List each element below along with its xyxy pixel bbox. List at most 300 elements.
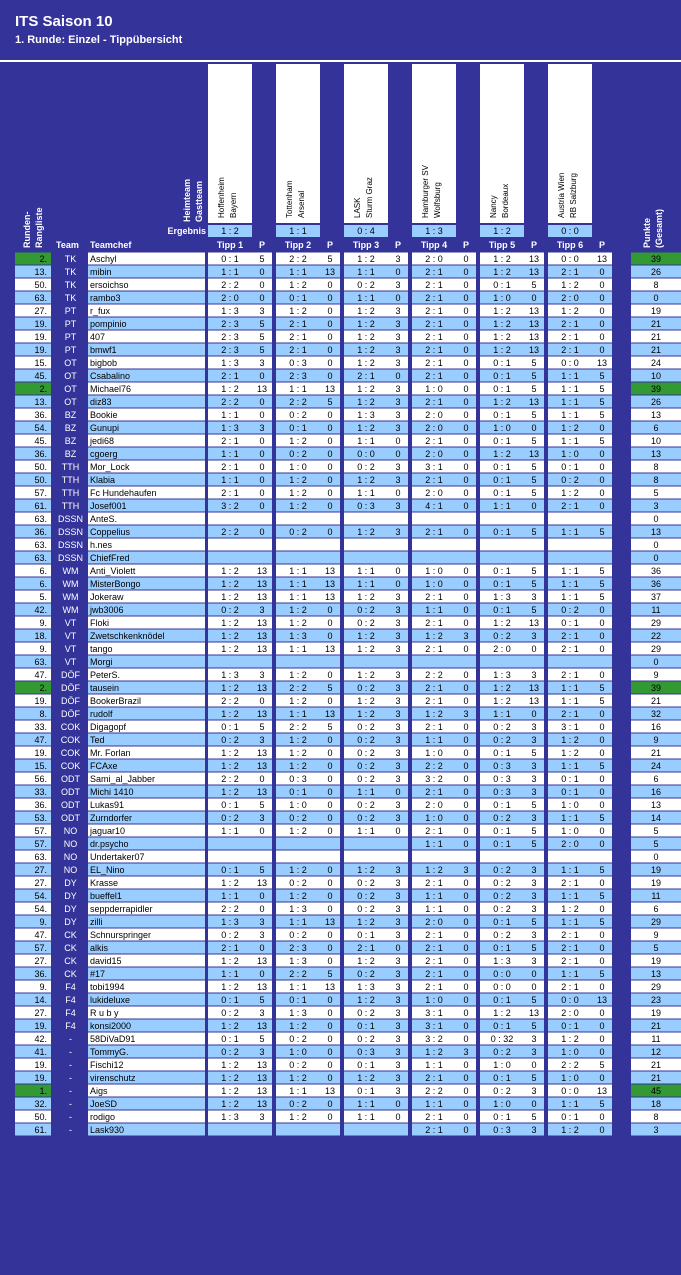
tipp-value: 1 : 2 bbox=[357, 644, 375, 654]
teamchef: FCAxe bbox=[90, 761, 118, 771]
tipp-value: 1 : 1 bbox=[561, 566, 579, 576]
total-points: 36 bbox=[650, 579, 662, 589]
table-cell bbox=[480, 552, 524, 564]
tipp-column-label: Tipp 1 bbox=[216, 240, 244, 250]
tipp-value: 1 : 0 bbox=[289, 800, 307, 810]
tipp-value: 1 : 2 bbox=[357, 696, 375, 706]
tipp-points: 0 bbox=[463, 1125, 469, 1135]
tipp-value: 1 : 2 bbox=[289, 735, 307, 745]
rank: 42. bbox=[34, 605, 47, 615]
total-points: 9 bbox=[653, 670, 659, 680]
tipp-points: 13 bbox=[256, 761, 268, 771]
tipp-points: 0 bbox=[463, 371, 469, 381]
tipp-points: 0 bbox=[463, 579, 469, 589]
tipp-value: 2 : 0 bbox=[425, 410, 443, 420]
tipp-value: 1 : 2 bbox=[289, 1112, 307, 1122]
team: PT bbox=[64, 306, 77, 316]
tipp-points: 5 bbox=[531, 748, 537, 758]
tipp-points: 3 bbox=[395, 644, 401, 654]
tipp-value: 1 : 2 bbox=[357, 397, 375, 407]
tipp-value: 1 : 2 bbox=[357, 670, 375, 680]
tipp-points: 3 bbox=[395, 254, 401, 264]
tipp-value: 1 : 1 bbox=[561, 761, 579, 771]
teamchef: david15 bbox=[90, 956, 122, 966]
tipp-value: 0 : 0 bbox=[357, 449, 375, 459]
table-cell bbox=[88, 734, 205, 746]
tipp-value: 1 : 2 bbox=[561, 904, 579, 914]
tipp-points: 0 bbox=[599, 709, 605, 719]
teamchef: Coppelius bbox=[90, 527, 131, 537]
tipp-value: 1 : 0 bbox=[561, 800, 579, 810]
tipp-value: 0 : 1 bbox=[493, 475, 511, 485]
tipp-points: 5 bbox=[327, 254, 333, 264]
tipp-points: 5 bbox=[599, 436, 605, 446]
team: NO bbox=[63, 826, 78, 836]
team: TK bbox=[64, 280, 77, 290]
rank: 47. bbox=[34, 735, 47, 745]
tipp-points: 0 bbox=[599, 904, 605, 914]
tipp-value: 1 : 2 bbox=[425, 631, 443, 641]
teamchef: Josef001 bbox=[90, 501, 127, 511]
tipp-value: 1 : 1 bbox=[221, 449, 239, 459]
page-subtitle: 1. Runde: Einzel - Tippübersicht bbox=[15, 34, 183, 46]
tipp-points: 0 bbox=[327, 345, 333, 355]
match-result: 1 : 2 bbox=[493, 226, 511, 236]
total-points: 32 bbox=[650, 709, 662, 719]
tipp-value: 1 : 1 bbox=[357, 579, 375, 589]
tipp-points: 0 bbox=[327, 748, 333, 758]
teamchef: bigbob bbox=[90, 358, 118, 368]
team: DY bbox=[64, 904, 77, 914]
tipp-value: 2 : 2 bbox=[561, 1060, 579, 1070]
tipp-points: 0 bbox=[327, 280, 333, 290]
tipp-value: 1 : 2 bbox=[221, 1021, 239, 1031]
table-cell bbox=[252, 552, 272, 564]
tipp-points: 0 bbox=[327, 696, 333, 706]
tipp-value: 1 : 2 bbox=[221, 878, 239, 888]
tipp-points: 0 bbox=[327, 501, 333, 511]
tipp-value: 0 : 2 bbox=[357, 722, 375, 732]
total-points: 14 bbox=[650, 813, 662, 823]
rank: 32. bbox=[34, 1099, 47, 1109]
tipp-value: 1 : 3 bbox=[289, 904, 307, 914]
tipp-value: 0 : 3 bbox=[357, 1047, 375, 1057]
tipp-value: 1 : 1 bbox=[561, 683, 579, 693]
tipp-value: 0 : 2 bbox=[357, 969, 375, 979]
tipp-points: 0 bbox=[463, 800, 469, 810]
total-points: 0 bbox=[653, 540, 659, 550]
tipp-points: 0 bbox=[463, 644, 469, 654]
team: - bbox=[69, 1073, 72, 1083]
table-cell bbox=[592, 539, 612, 551]
tipp-value: 0 : 1 bbox=[221, 722, 239, 732]
rank: 27. bbox=[34, 306, 47, 316]
tipp-points: 3 bbox=[395, 891, 401, 901]
tipp-points: 0 bbox=[463, 917, 469, 927]
tipp-value: 1 : 1 bbox=[561, 384, 579, 394]
tipp-points: 3 bbox=[395, 722, 401, 732]
team: F4 bbox=[65, 982, 76, 992]
rank: 19. bbox=[34, 748, 47, 758]
tipp-points: 3 bbox=[259, 358, 265, 368]
tipp-points: 0 bbox=[599, 956, 605, 966]
tipp-value: 1 : 2 bbox=[289, 1073, 307, 1083]
tipp-value: 0 : 1 bbox=[221, 995, 239, 1005]
teamchef: 58DiVaD91 bbox=[90, 1034, 136, 1044]
tipp-value: 2 : 1 bbox=[425, 592, 443, 602]
tipp-points: 3 bbox=[395, 397, 401, 407]
tipp-points: 13 bbox=[324, 267, 336, 277]
tipp-points: 0 bbox=[327, 865, 333, 875]
tipp-points: 0 bbox=[327, 605, 333, 615]
rank: 15. bbox=[34, 761, 47, 771]
total-points: 6 bbox=[653, 423, 659, 433]
tipp-points: 3 bbox=[395, 982, 401, 992]
tipp-value: 1 : 2 bbox=[289, 280, 307, 290]
tipp-points: 13 bbox=[324, 709, 336, 719]
tipp-points: 0 bbox=[599, 735, 605, 745]
tipp-value: 0 : 2 bbox=[357, 813, 375, 823]
rank: 13. bbox=[34, 397, 47, 407]
team: DÖF bbox=[61, 683, 80, 693]
tipp-value: 1 : 1 bbox=[221, 826, 239, 836]
tipp-value: 0 : 1 bbox=[493, 436, 511, 446]
tipp-points: 0 bbox=[463, 501, 469, 511]
tipp-points: 0 bbox=[599, 1125, 605, 1135]
tipp-points: 0 bbox=[463, 735, 469, 745]
teamchef: rudolf bbox=[90, 709, 113, 719]
tipp-points: 3 bbox=[395, 878, 401, 888]
rank: 45. bbox=[34, 436, 47, 446]
tipp-points: 0 bbox=[259, 774, 265, 784]
table-cell bbox=[276, 552, 320, 564]
teamchef: rambo3 bbox=[90, 293, 121, 303]
match-result: 1 : 2 bbox=[221, 226, 239, 236]
tipp-points: 13 bbox=[256, 982, 268, 992]
tipp-points: 3 bbox=[395, 1034, 401, 1044]
tipp-value: 0 : 2 bbox=[357, 462, 375, 472]
rank: 56. bbox=[34, 774, 47, 784]
teamchef: Floki bbox=[90, 618, 110, 628]
table-cell bbox=[388, 552, 408, 564]
total-points: 5 bbox=[653, 839, 659, 849]
tipp-points: 5 bbox=[599, 813, 605, 823]
teamchef: 407 bbox=[90, 332, 106, 342]
rank: 9. bbox=[39, 618, 47, 628]
points-column-label: P bbox=[598, 240, 606, 250]
tipp-points: 0 bbox=[599, 332, 605, 342]
tipp-points: 3 bbox=[259, 1008, 265, 1018]
teamchef: BookerBrazil bbox=[90, 696, 142, 706]
tipp-points: 3 bbox=[259, 605, 265, 615]
tipp-value: 0 : 1 bbox=[289, 787, 307, 797]
tipp-points: 3 bbox=[531, 1086, 537, 1096]
tipp-value: 1 : 1 bbox=[221, 475, 239, 485]
teamchef: TommyG. bbox=[90, 1047, 129, 1057]
tipp-points: 0 bbox=[327, 735, 333, 745]
tipp-value: 1 : 2 bbox=[425, 1047, 443, 1057]
tipp-value: 1 : 0 bbox=[561, 449, 579, 459]
tipp-points: 3 bbox=[531, 787, 537, 797]
tipp-value: 2 : 2 bbox=[289, 397, 307, 407]
tipp-points: 3 bbox=[531, 956, 537, 966]
tipp-column-label: Tipp 3 bbox=[352, 240, 380, 250]
tipp-points: 5 bbox=[531, 488, 537, 498]
tipp-points: 3 bbox=[531, 1047, 537, 1057]
tipp-value: 1 : 1 bbox=[357, 1112, 375, 1122]
tipp-points: 13 bbox=[324, 644, 336, 654]
tipp-value: 1 : 2 bbox=[221, 683, 239, 693]
tipp-points: 0 bbox=[395, 566, 401, 576]
table-cell bbox=[412, 539, 456, 551]
tipp-value: 2 : 1 bbox=[425, 267, 443, 277]
rank: 27. bbox=[34, 878, 47, 888]
teamchef: MisterBongo bbox=[90, 579, 141, 589]
tipp-points: 5 bbox=[599, 865, 605, 875]
tipp-value: 1 : 2 bbox=[357, 956, 375, 966]
tipp-points: 0 bbox=[463, 774, 469, 784]
tipp-value: 1 : 1 bbox=[357, 787, 375, 797]
tipp-points: 3 bbox=[531, 774, 537, 784]
tipp-value: 1 : 2 bbox=[561, 748, 579, 758]
tipp-points: 13 bbox=[256, 1021, 268, 1031]
table-cell bbox=[208, 851, 252, 863]
tipp-value: 1 : 2 bbox=[357, 709, 375, 719]
tipp-value: 1 : 1 bbox=[357, 436, 375, 446]
teamchef: Zurndorfer bbox=[90, 813, 133, 823]
rank: 6. bbox=[39, 566, 47, 576]
tipp-value: 0 : 3 bbox=[289, 358, 307, 368]
rank: 19. bbox=[34, 319, 47, 329]
tipp-points: 5 bbox=[531, 826, 537, 836]
tipp-points: 0 bbox=[463, 995, 469, 1005]
tipp-points: 0 bbox=[599, 618, 605, 628]
table-cell bbox=[456, 513, 476, 525]
tipp-points: 0 bbox=[463, 293, 469, 303]
rank: 19. bbox=[34, 332, 47, 342]
tipp-value: 0 : 1 bbox=[493, 384, 511, 394]
tipp-value: 1 : 3 bbox=[221, 306, 239, 316]
tipp-value: 1 : 1 bbox=[357, 566, 375, 576]
tipp-points: 0 bbox=[327, 358, 333, 368]
tipp-points: 0 bbox=[327, 436, 333, 446]
tipp-points: 3 bbox=[395, 410, 401, 420]
tipp-points: 13 bbox=[324, 982, 336, 992]
tipp-points: 0 bbox=[531, 423, 537, 433]
tipp-value: 1 : 2 bbox=[289, 501, 307, 511]
tipp-points: 3 bbox=[395, 696, 401, 706]
total-points: 0 bbox=[653, 657, 659, 667]
rank: 50. bbox=[34, 462, 47, 472]
tipp-value: 1 : 1 bbox=[357, 488, 375, 498]
team: TTH bbox=[61, 501, 80, 511]
teamchef: EL_Nino bbox=[90, 865, 125, 875]
tipp-points: 0 bbox=[463, 826, 469, 836]
tipp-value: 0 : 2 bbox=[357, 605, 375, 615]
tipp-value: 1 : 0 bbox=[493, 293, 511, 303]
table-cell bbox=[276, 513, 320, 525]
tipp-points: 0 bbox=[599, 345, 605, 355]
tipp-value: 0 : 2 bbox=[221, 1008, 239, 1018]
tipp-points: 0 bbox=[327, 1112, 333, 1122]
tipp-points: 5 bbox=[599, 696, 605, 706]
total-points: 19 bbox=[650, 865, 662, 875]
tipp-value: 1 : 3 bbox=[221, 1112, 239, 1122]
tipp-value: 2 : 1 bbox=[425, 982, 443, 992]
teamchef: ChiefFred bbox=[90, 553, 130, 563]
tipp-value: 2 : 1 bbox=[561, 332, 579, 342]
teamchef: Anti_Violett bbox=[90, 566, 136, 576]
table-cell bbox=[592, 851, 612, 863]
table-cell bbox=[456, 539, 476, 551]
teamchef-header: Teamchef bbox=[90, 240, 132, 250]
tipp-points: 13 bbox=[256, 1099, 268, 1109]
tipp-points: 0 bbox=[599, 1034, 605, 1044]
tipp-value: 1 : 2 bbox=[561, 306, 579, 316]
tipp-points: 0 bbox=[463, 670, 469, 680]
tipp-points: 3 bbox=[395, 709, 401, 719]
tipp-points: 0 bbox=[463, 748, 469, 758]
tipp-value: 2 : 1 bbox=[561, 267, 579, 277]
total-points: 8 bbox=[653, 462, 659, 472]
tipp-value: 1 : 3 bbox=[221, 670, 239, 680]
tipp-points: 3 bbox=[531, 865, 537, 875]
table-cell bbox=[388, 656, 408, 668]
tipp-points: 13 bbox=[256, 709, 268, 719]
tipp-value: 0 : 2 bbox=[357, 878, 375, 888]
rank: 33. bbox=[34, 722, 47, 732]
tipp-points: 13 bbox=[528, 449, 540, 459]
tipp-points: 5 bbox=[531, 371, 537, 381]
tipp-value: 0 : 1 bbox=[561, 618, 579, 628]
table-cell bbox=[412, 656, 456, 668]
tipp-value: 1 : 1 bbox=[425, 1060, 443, 1070]
tipp-points: 5 bbox=[327, 683, 333, 693]
tipp-points: 0 bbox=[327, 449, 333, 459]
team: - bbox=[69, 1086, 72, 1096]
tipp-points: 0 bbox=[463, 878, 469, 888]
tipp-value: 1 : 0 bbox=[493, 423, 511, 433]
teamchef: Lukas91 bbox=[90, 800, 125, 810]
team: F4 bbox=[65, 1008, 76, 1018]
total-points: 13 bbox=[650, 800, 662, 810]
tipp-points: 0 bbox=[327, 670, 333, 680]
table-cell bbox=[388, 539, 408, 551]
tipp-value: 2 : 1 bbox=[425, 280, 443, 290]
table-cell bbox=[208, 656, 252, 668]
tipp-value: 1 : 1 bbox=[357, 1099, 375, 1109]
tipp-points: 0 bbox=[599, 670, 605, 680]
tipp-points: 3 bbox=[259, 1112, 265, 1122]
tipp-value: 1 : 1 bbox=[289, 982, 307, 992]
tipp-points: 0 bbox=[259, 891, 265, 901]
tipp-points: 0 bbox=[395, 1112, 401, 1122]
tipp-value: 1 : 0 bbox=[425, 748, 443, 758]
tipp-value: 2 : 1 bbox=[357, 371, 375, 381]
teamchef: virenschutz bbox=[90, 1073, 136, 1083]
tipp-points: 0 bbox=[599, 631, 605, 641]
teamchef: Mr. Forlan bbox=[90, 748, 131, 758]
tipp-points: 5 bbox=[531, 1021, 537, 1031]
rank: 63. bbox=[34, 553, 47, 563]
tipp-value: 1 : 3 bbox=[357, 410, 375, 420]
tipp-value: 0 : 2 bbox=[357, 891, 375, 901]
team: TTH bbox=[61, 462, 80, 472]
tipp-value: 0 : 1 bbox=[221, 1034, 239, 1044]
tipp-value: 1 : 1 bbox=[425, 605, 443, 615]
tipp-points: 13 bbox=[528, 1008, 540, 1018]
teamchef: Aschyl bbox=[90, 254, 117, 264]
tipp-value: 0 : 2 bbox=[561, 605, 579, 615]
team: BZ bbox=[64, 436, 77, 446]
rank: 8. bbox=[39, 709, 47, 719]
teamchef: Jokeraw bbox=[90, 592, 124, 602]
total-points: 21 bbox=[650, 696, 662, 706]
tipp-points: 3 bbox=[395, 332, 401, 342]
rank: 36. bbox=[34, 449, 47, 459]
tipp-value: 4 : 1 bbox=[425, 501, 443, 511]
tipp-value: 0 : 1 bbox=[357, 1086, 375, 1096]
tipp-points: 0 bbox=[463, 722, 469, 732]
tipp-value: 1 : 0 bbox=[289, 1047, 307, 1057]
match-away-team: Sturm Graz bbox=[365, 177, 374, 218]
tipp-points: 0 bbox=[599, 605, 605, 615]
tipp-value: 0 : 2 bbox=[493, 1047, 511, 1057]
teamchef: h.nes bbox=[90, 540, 113, 550]
table-cell bbox=[456, 851, 476, 863]
tipp-points: 3 bbox=[395, 917, 401, 927]
gesamt-label: (Gesamt) bbox=[654, 208, 664, 248]
team: F4 bbox=[65, 1021, 76, 1031]
tipp-points: 3 bbox=[395, 592, 401, 602]
rank: 50. bbox=[34, 475, 47, 485]
rank: 19. bbox=[34, 345, 47, 355]
tipp-points: 0 bbox=[463, 683, 469, 693]
tipp-points: 13 bbox=[256, 618, 268, 628]
tipp-value: 0 : 1 bbox=[493, 358, 511, 368]
team: DSSN bbox=[57, 540, 84, 550]
tipp-value: 0 : 2 bbox=[357, 748, 375, 758]
table-cell bbox=[456, 656, 476, 668]
tipp-value: 2 : 1 bbox=[561, 709, 579, 719]
tipp-value: 2 : 1 bbox=[425, 826, 443, 836]
tipp-value: 2 : 2 bbox=[221, 280, 239, 290]
teamchef: Bookie bbox=[90, 410, 118, 420]
tipp-value: 2 : 1 bbox=[425, 345, 443, 355]
table-cell bbox=[276, 1124, 320, 1136]
teamchef: lukideluxe bbox=[90, 995, 131, 1005]
tipp-value: 1 : 2 bbox=[221, 384, 239, 394]
tipp-points: 3 bbox=[395, 501, 401, 511]
total-points: 39 bbox=[650, 384, 662, 394]
tipp-points: 13 bbox=[256, 579, 268, 589]
teamchef: Ted bbox=[90, 735, 105, 745]
teamchef: JoeSD bbox=[90, 1099, 118, 1109]
team: CK bbox=[64, 943, 77, 953]
tipp-points: 0 bbox=[259, 488, 265, 498]
heimteam-label: Heimteam bbox=[182, 178, 192, 222]
tipp-points: 0 bbox=[463, 1008, 469, 1018]
tipp-points: 3 bbox=[395, 813, 401, 823]
tipp-value: 1 : 1 bbox=[561, 436, 579, 446]
tipp-value: 2 : 1 bbox=[425, 1112, 443, 1122]
tipp-points: 3 bbox=[395, 1060, 401, 1070]
tipp-value: 2 : 2 bbox=[289, 969, 307, 979]
rank: 14. bbox=[34, 995, 47, 1005]
tipp-points: 0 bbox=[327, 904, 333, 914]
tipp-points: 3 bbox=[531, 1034, 537, 1044]
tipp-points: 0 bbox=[463, 475, 469, 485]
